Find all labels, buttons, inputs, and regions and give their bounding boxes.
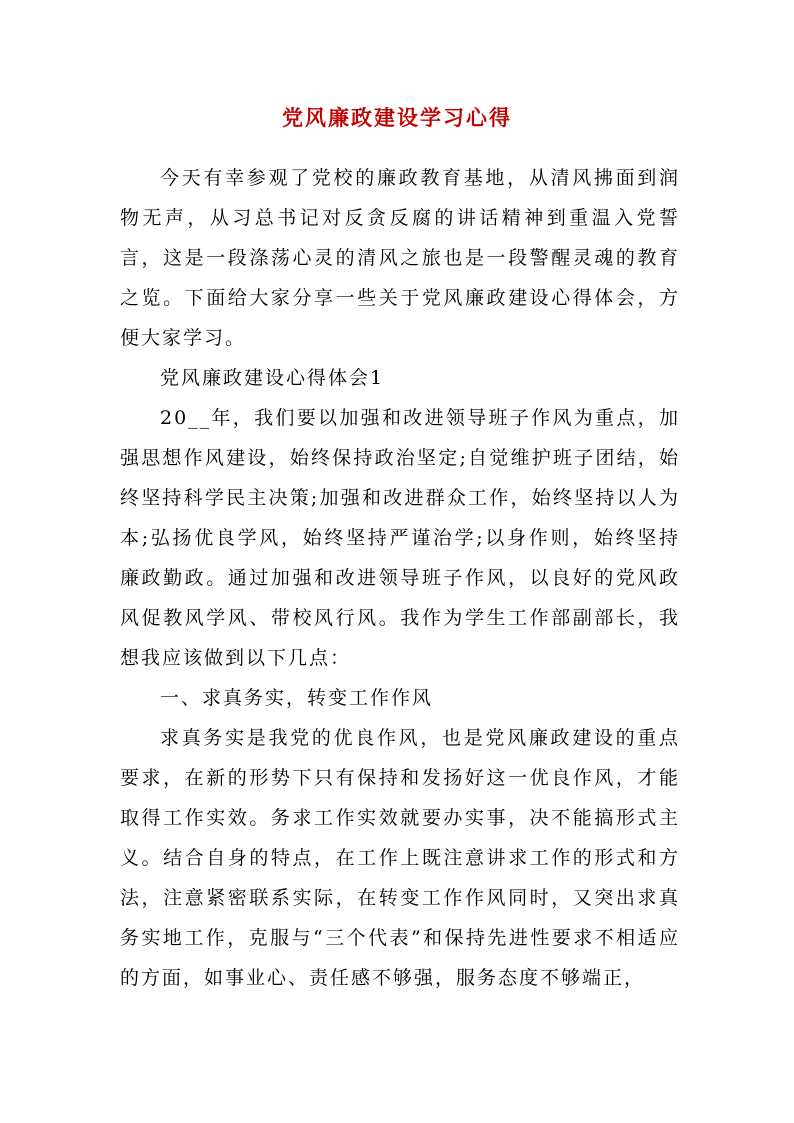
document-title: 党风廉政建设学习心得	[282, 105, 512, 130]
document-body	[120, 158, 680, 998]
body-paragraph-2: 求真务实是我党的优良作风，也是党风廉政建设的重点要求，在新的形势下只有保持和发扬好这一优良作风，才能取得工作实效。务求工作实效就要办实事，决不能搞形式主义。结合自身的特点，在工作上既注意讲求工作的形式和方法，注意紧密联系实际，在转变工作作风同时，又突出求真务实地工作，克服与“三个代表”和保持先进性要求不相适应的方面，如事业心、责任感不够强，服务态度不够端正，	[120, 727, 680, 989]
section-heading-1: 党风廉政建设心得体会1	[160, 367, 385, 389]
intro-paragraph: 今天有幸参观了党校的廉政教育基地，从清风拂面到润物无声，从习总书记对反贪反腐的讲话精神到重温入党誓言，这是一段涤荡心灵的清风之旅也是一段警醒灵魂的教育之览。下面给大家分享一些关于党风廉政建设心得体会，方便大家学习。	[120, 167, 680, 349]
body-paragraph-1: 20__年，我们要以加强和改进领导班子作风为重点，加强思想作风建设，始终保持政治坚定;自觉维护班子团结，始终坚持科学民主决策;加强和改进群众工作，始终坚持以人为本;弘扬优良学风，始终坚持严谨治学;以身作则，始终坚持廉政勤政。通过加强和改进领导班子作风，以良好的党风政风促教风学风、带校风行风。我作为学生工作部副部长，我想我应该做到以下几点：	[120, 407, 680, 669]
subheading-1: 一、求真务实，转变工作作风	[160, 687, 434, 709]
